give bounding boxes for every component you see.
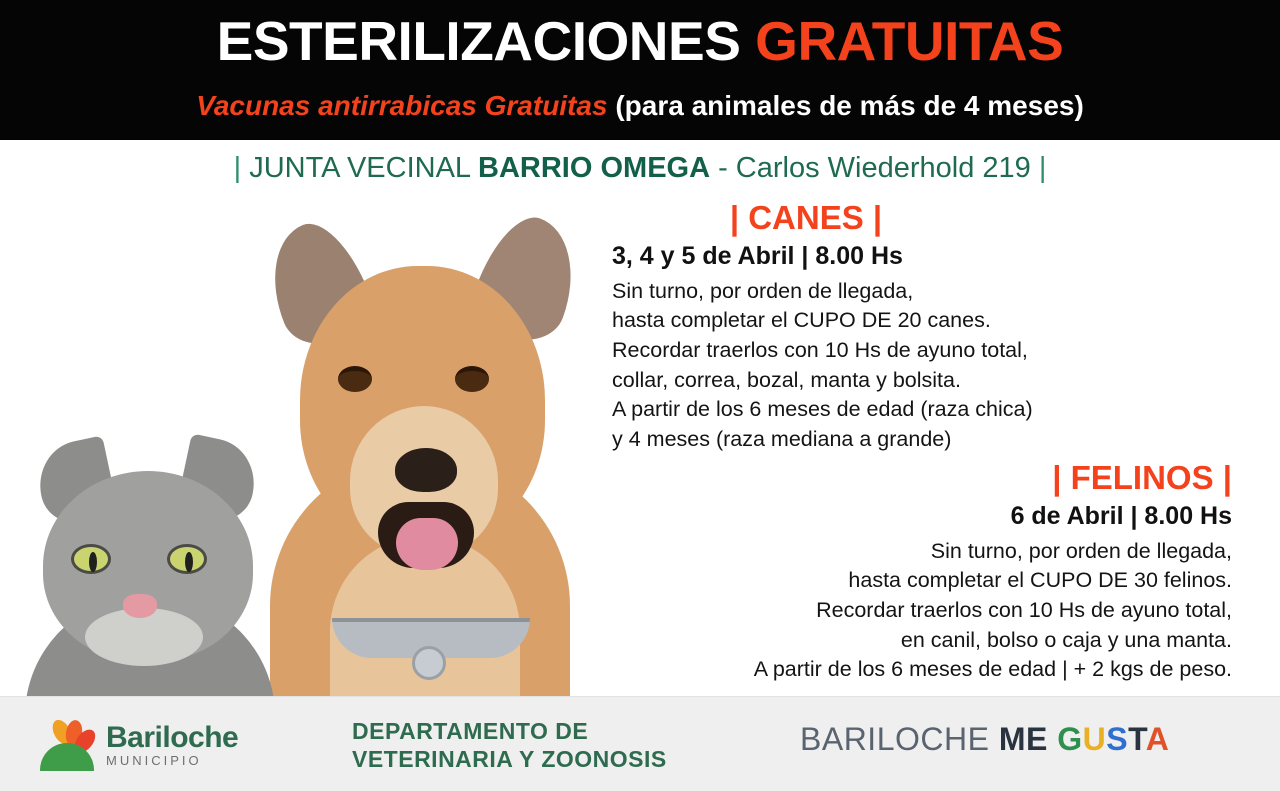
bariloche-municipio-logo <box>36 713 286 777</box>
canes-line: y 4 meses (raza mediana a grande) <box>612 426 952 451</box>
canes-date: 3, 4 y 5 de Abril | 8.00 Hs <box>612 241 903 270</box>
headline-white: ESTERILIZACIONES <box>216 10 756 72</box>
felinos-date: 6 de Abril | 8.00 Hs <box>1010 501 1232 530</box>
cat-eye-left <box>71 544 111 574</box>
felinos-line: en canil, bolso o caja y una manta. <box>900 627 1232 652</box>
subtitle-paren: (para animales de más de 4 meses) <box>607 90 1084 121</box>
venue-address: - Carlos Wiederhold 219 <box>710 152 1031 184</box>
dog-eye-left <box>338 366 372 392</box>
depto-line-2: VETERINARIA Y ZOONOSIS <box>352 746 667 773</box>
venue-bar-right: | <box>1030 152 1047 184</box>
megusta-letter-a: A <box>1145 721 1170 757</box>
venue-line <box>0 152 1280 185</box>
felinos-line: Recordar traerlos con 10 Hs de ayuno total, <box>816 597 1232 622</box>
megusta-bariloche: BARILOCHE <box>800 721 999 757</box>
dog-tongue <box>396 518 458 570</box>
venue-name: BARRIO OMEGA <box>478 152 711 184</box>
megusta-letter-g: G <box>1057 721 1083 757</box>
pets-photo <box>0 196 640 696</box>
venue-bar-left: | <box>233 152 250 184</box>
cat-image <box>15 436 280 696</box>
canes-title: | CANES | <box>729 199 883 236</box>
page-title <box>0 10 1280 73</box>
dog-eye-right <box>455 366 489 392</box>
dog-nose <box>395 448 457 492</box>
canes-line: Sin turno, por orden de llegada, <box>612 278 914 303</box>
departamento-veterinaria-logo <box>352 717 752 773</box>
cat-pupil-right <box>185 552 193 572</box>
bariloche-logo-text <box>106 721 238 768</box>
canes-section <box>600 198 1272 455</box>
cat-eye-right <box>167 544 207 574</box>
felinos-title: | FELINOS | <box>1052 459 1232 496</box>
footer-bar <box>0 696 1280 791</box>
megusta-letter-t: T <box>1128 721 1146 757</box>
cat-pupil-left <box>89 552 97 572</box>
venue-prefix: JUNTA VECINAL <box>249 152 479 184</box>
subtitle-accent: Vacunas antirrabicas Gratuitas <box>196 90 608 121</box>
canes-line: collar, correa, bozal, manta y bolsita. <box>612 367 961 392</box>
felinos-line: A partir de los 6 meses de edad | + 2 kgs de peso. <box>753 657 1232 682</box>
bariloche-logo-title: Bariloche <box>106 721 239 754</box>
header-band <box>0 0 1280 140</box>
felinos-section <box>600 458 1260 685</box>
dog-collar-tag <box>412 646 446 680</box>
canes-line: hasta completar el CUPO DE 20 canes. <box>612 308 991 333</box>
canes-line: Recordar traerlos con 10 Hs de ayuno total, <box>612 337 1028 362</box>
page-subtitle <box>0 88 1280 123</box>
bariloche-me-gusta-logo <box>800 721 1230 758</box>
bariloche-flower-icon <box>36 719 98 771</box>
canes-line: A partir de los 6 meses de edad (raza chica) <box>612 397 1033 422</box>
felinos-line: hasta completar el CUPO DE 30 felinos. <box>848 568 1232 593</box>
megusta-me: ME <box>998 721 1058 757</box>
felinos-line: Sin turno, por orden de llegada, <box>930 538 1232 563</box>
megusta-letter-s: S <box>1106 721 1129 757</box>
depto-line-1: DEPARTAMENTO DE <box>352 718 589 744</box>
headline-accent: GRATUITAS <box>755 10 1064 72</box>
megusta-letter-u: U <box>1082 721 1107 757</box>
bariloche-logo-subtitle: MUNICIPIO <box>106 753 202 768</box>
cat-nose <box>123 594 157 618</box>
